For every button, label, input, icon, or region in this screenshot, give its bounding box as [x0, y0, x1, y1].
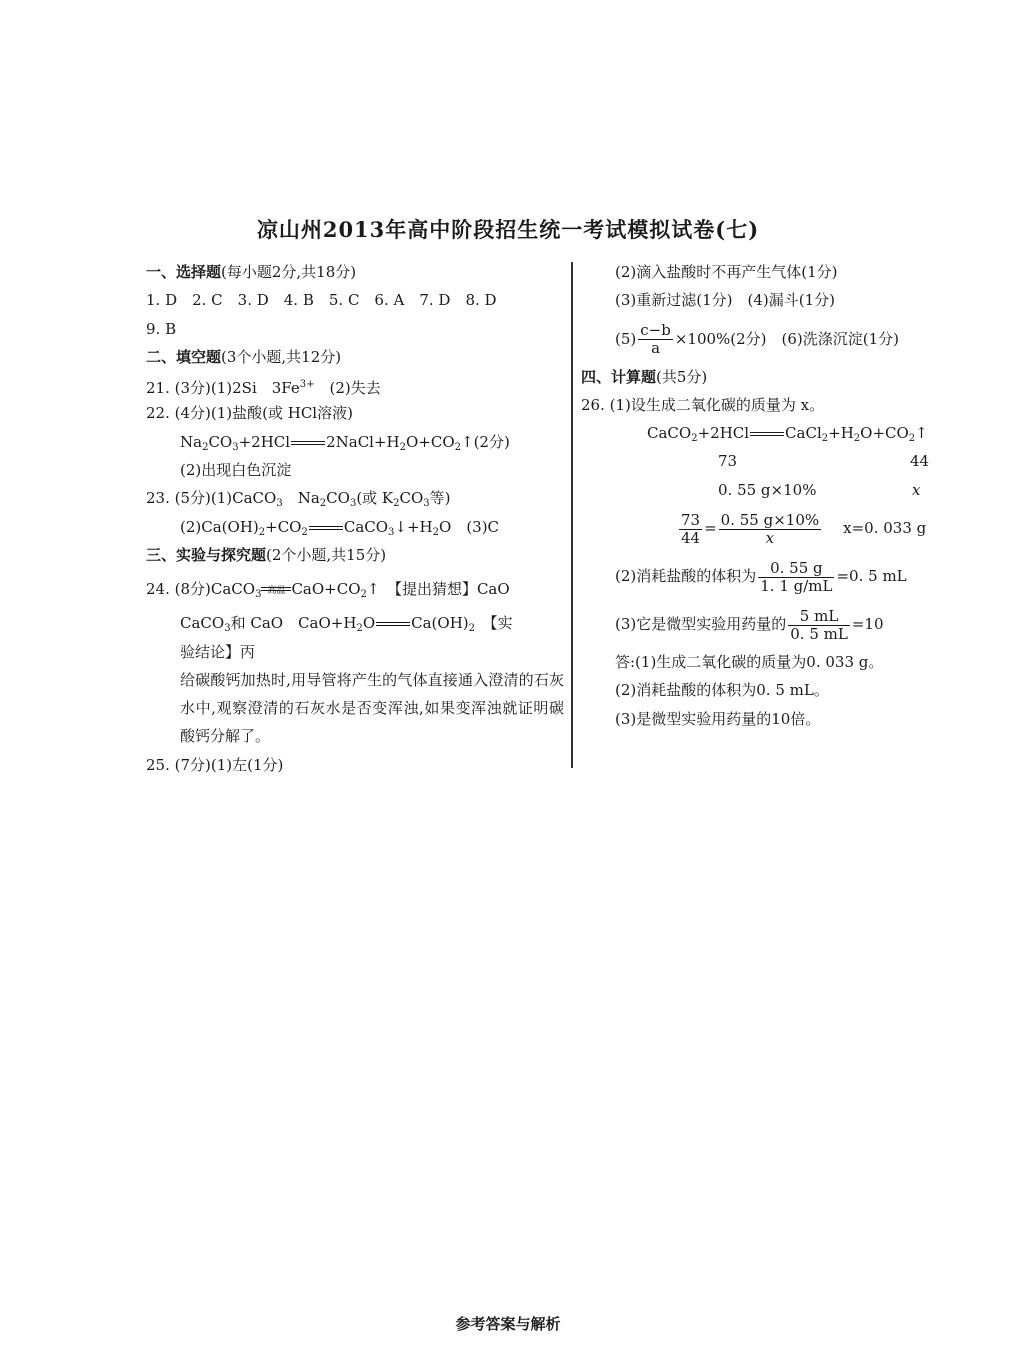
left-column [146, 258, 564, 779]
answer-q24-2: CaCO$_3$和 CaO $CaO+H_2O$ $Ca(OH)_2$ 【实 [180, 614, 513, 635]
molar-mass-row: 73 44 [718, 452, 930, 471]
equals-sign-icon [309, 526, 343, 530]
fraction: $\frac{5 mL}{0. 5 mL}$ [790, 606, 848, 643]
section-heading-fill: 二、填空题(3个小题,共12分) [146, 347, 342, 366]
equals-sign-icon [291, 441, 325, 445]
fraction: $\frac{0. 55 g}{1. 1 g/mL}$ [760, 558, 833, 595]
section-heading-choice: 一、选择题(每小题2分,共18分) [146, 263, 357, 281]
answer-q21: 21. (3分)(1)2Si $3Fe^{3+}$ (2)失去 [146, 379, 381, 398]
final-answer-3: (3)是微型实验用药量的10倍。 [615, 709, 821, 728]
fraction: $\frac{73}{44}$ [681, 510, 701, 547]
answer-line-choice-1: 1. D 2. C 3. D 4. B 5. C 6. A 7. D 8. D [146, 291, 497, 310]
equals-sign-icon [376, 622, 410, 626]
right-column [581, 258, 961, 733]
page-footer: 参考答案与解析 [455, 1315, 561, 1333]
page-title: 凉山州2013年高中阶段招生统一考试模拟试卷(七) [256, 217, 760, 242]
section-heading-calc: 四、计算题(共5分) [581, 367, 708, 386]
fraction: $\frac{c-b}{a}$ [640, 321, 671, 358]
section-heading-experiment: 三、实验与探究题(2个小题,共15分) [146, 545, 387, 564]
answer-q26-3: (3)它是微型实验用药量的 $\frac{5 mL}{0. 5 mL}$ =10 [615, 606, 884, 643]
answer-q25-4: (5) $\frac{c-b}{a}$ ×100%(2分) (6)洗涤沉淀(1分) [615, 321, 900, 358]
fraction: $\frac{0. 55 g\times 10\%}{x}$ [720, 510, 820, 547]
equation-q22: $Na_2CO_3+2HCl$ $2NaCl+H_2O+CO_2↑(2$分) [180, 432, 510, 453]
answer-q26-1: 26. (1)设生成二氧化碳的质量为 x。 [581, 395, 825, 414]
final-answer-1: 答:(1)生成二氧化碳的质量为0. 033 g。 [615, 653, 884, 672]
equation-q23: $(2)Ca(OH)_2+CO_2$ $CaCO_3↓+H_2O$ (3)C [180, 517, 500, 538]
equation-q26: CaCO$_2$+2HCl $CaCl_2+H_2O+CO_2↑$ [647, 424, 928, 445]
answer-q25-3: (3)重新过滤(1分) (4)漏斗(1分) [615, 291, 835, 310]
equals-sign-icon [750, 432, 784, 436]
mass-row: 0. 55 g×10% x [718, 480, 921, 499]
reaction-condition: 高温 [261, 585, 291, 595]
equation-q24: 24. (8分)CaCO$_3$ 高温 $CaO+CO_2↑$ 【提出猜想】CaO [146, 580, 510, 601]
answer-q25-1: 25. (7分)(1)左(1分) [146, 755, 284, 774]
answer-line-choice-2: 9. B [146, 319, 177, 338]
final-answer-2: (2)消耗盐酸的体积为0. 5 mL。 [615, 681, 829, 700]
answer-q25-2: (2)滴入盐酸时不再产生气体(1分) [615, 263, 838, 281]
answer-q24-paragraph: 给碳酸钙加热时,用导管将产生的气体直接通入澄清的石灰水中,观察澄清的石灰水是否变浑浊,如果变浑浊就证明碳酸钙分解了。 [180, 670, 564, 746]
answer-q24-3: 验结论】丙 [180, 642, 256, 661]
proportion-row: $\frac{73}{44}$ = $\frac{0. 55 g\times 10\%}{x}$ x=0. 033 g [681, 510, 927, 547]
answer-q22-1: 22. (4分)(1)盐酸(或 HCl溶液) [146, 404, 353, 423]
column-divider [571, 262, 573, 768]
answer-q26-2: (2)消耗盐酸的体积为 $\frac{0. 55 g}{1. 1 g/mL}$ =0. 5 mL [615, 558, 907, 595]
answer-q23-1: 23. (5分)(1)CaCO$_3$ $Na_2CO_3$(或 $K_2CO_3$等) [146, 489, 451, 510]
answer-q22-2: (2)出现白色沉淀 [180, 461, 292, 480]
